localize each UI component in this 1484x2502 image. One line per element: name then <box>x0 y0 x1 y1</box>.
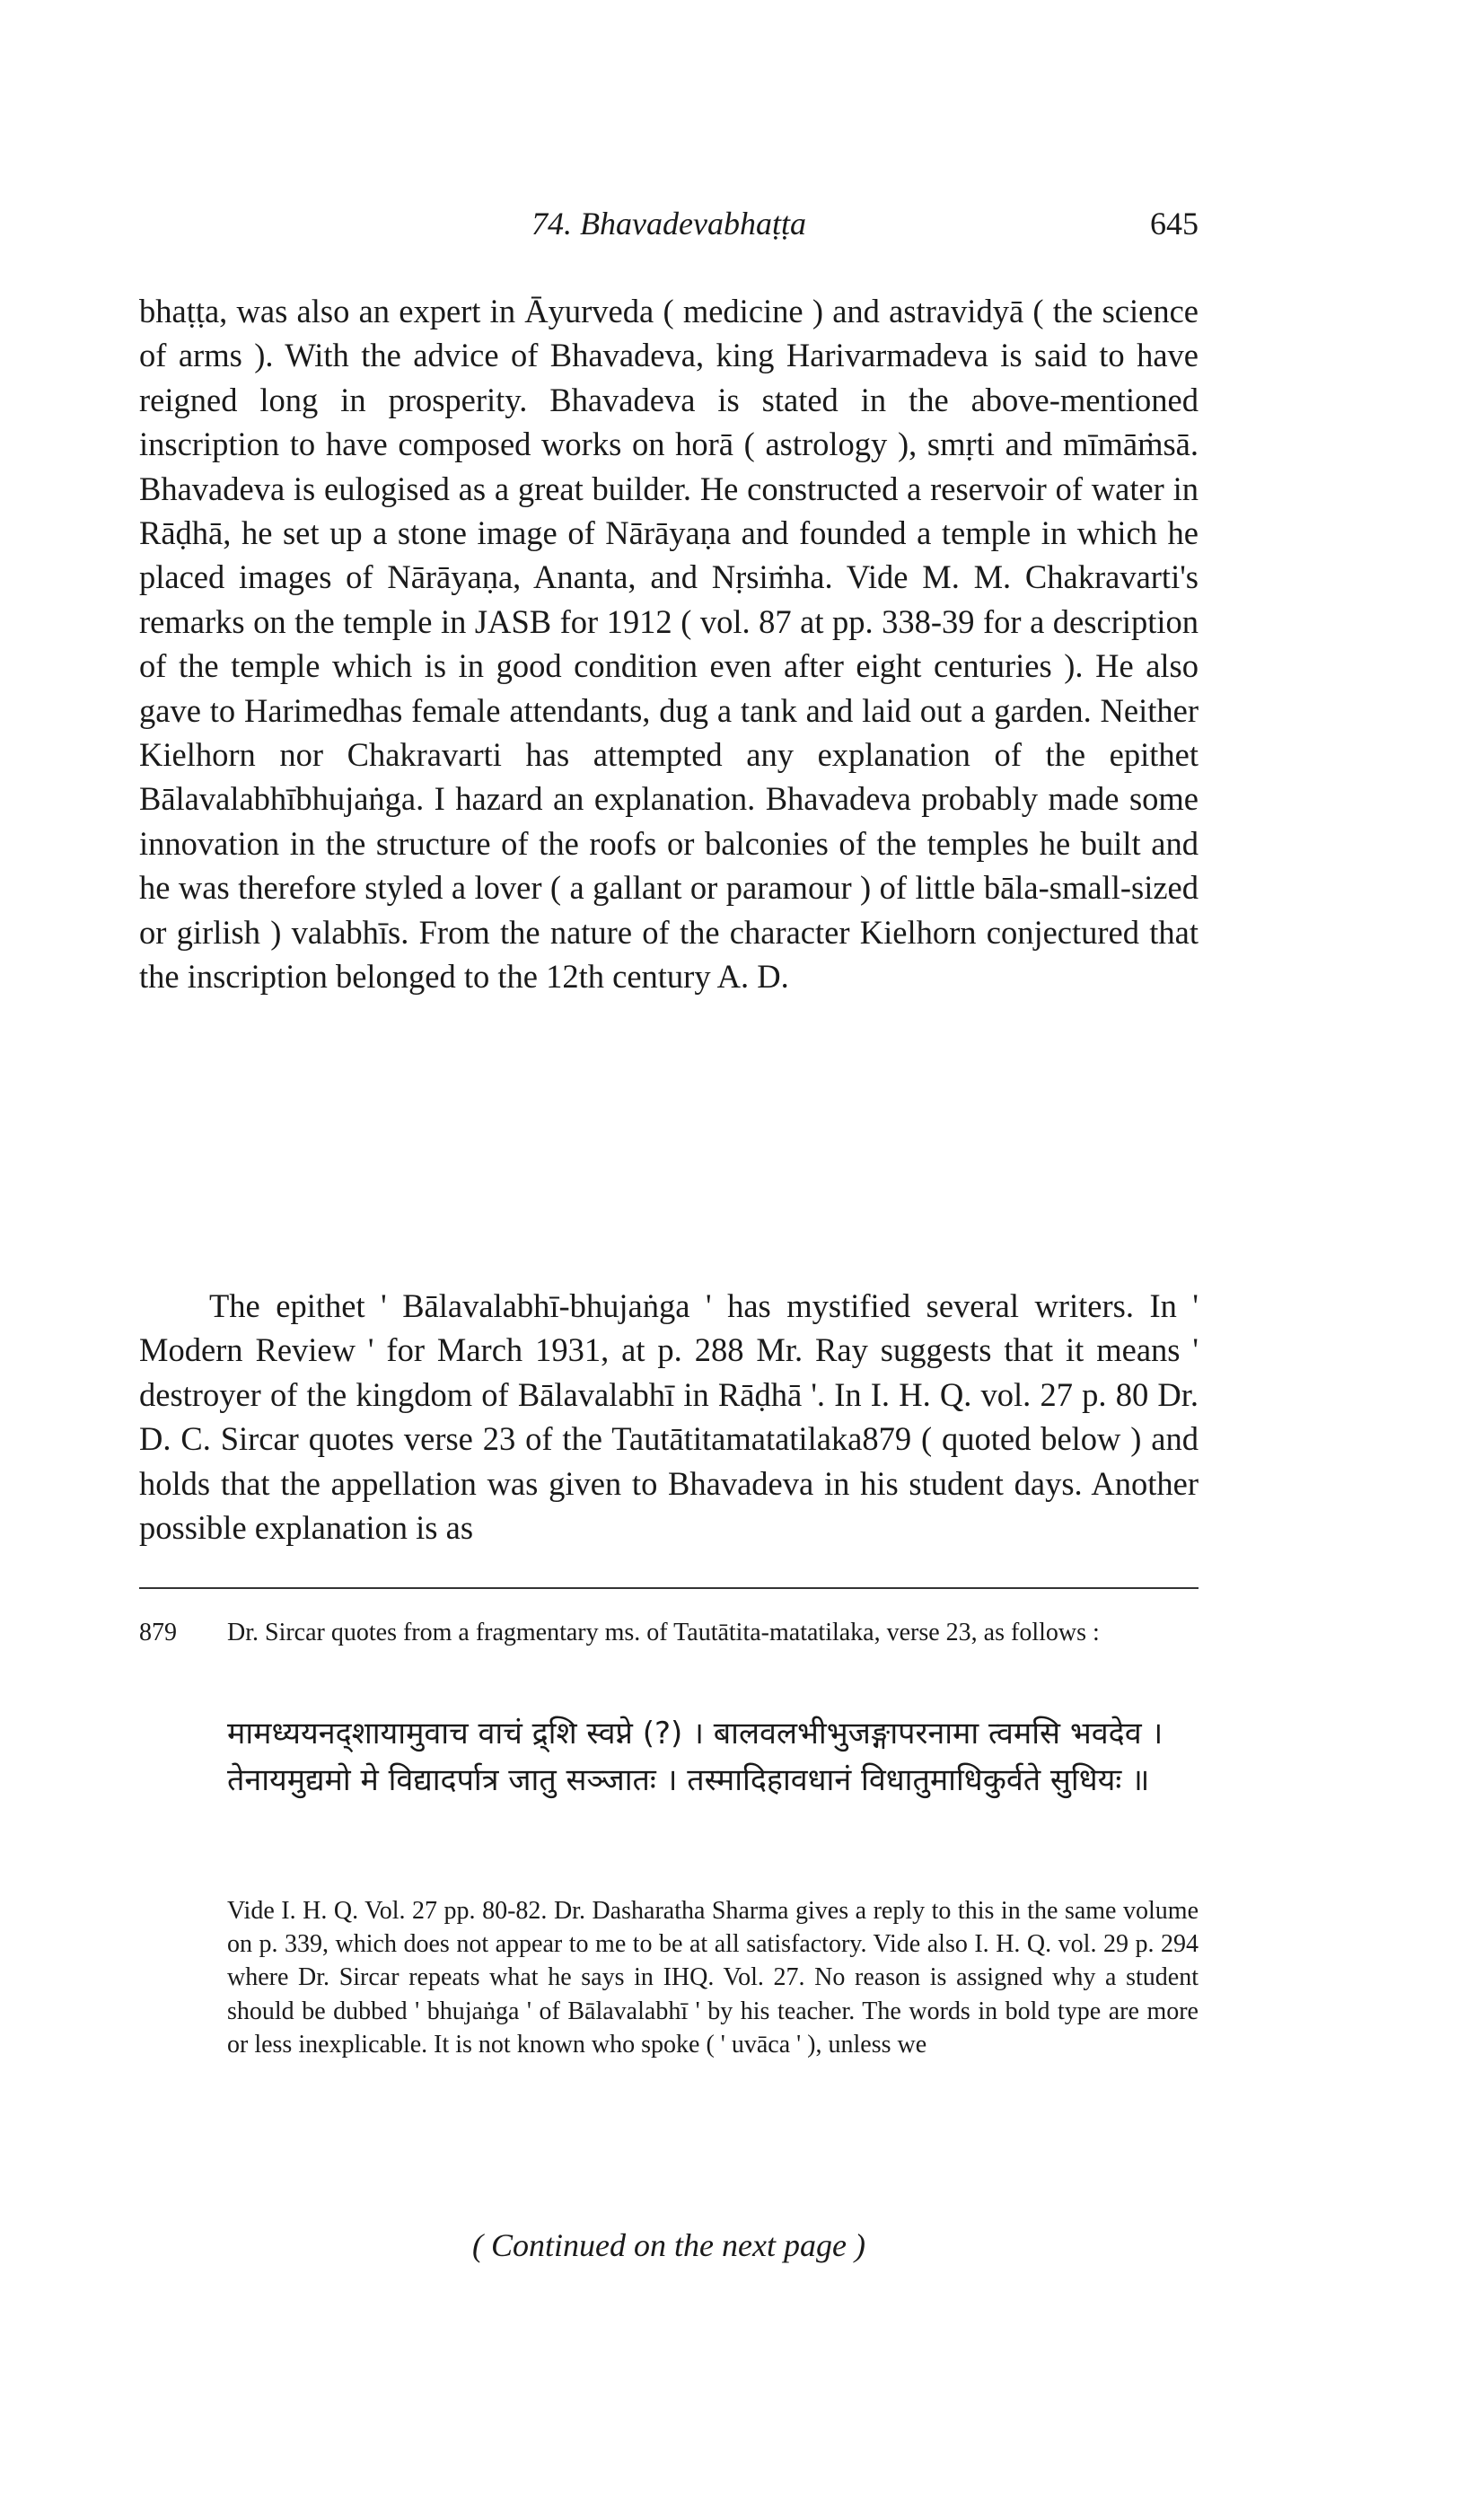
footnote-text: Vide I. H. Q. Vol. 27 pp. 80-82. Dr. Dasharatha Sharma gives a reply to this in the same volume on p. 339, which does not appear to me to be at all satisfactory. Vide also I. H. Q. vol. 29 p. 294 where Dr. Sircar repeats what he says in IHQ. Vol. 27. No reason is assigned why a student should be dubbed ' bhujaṅga ' of Bālavalabhī ' by his teacher. The words in bold type are more or less inexplicable. It is not known who spoke ( ' uvāca ' ), unless we <box>227 1897 1199 2059</box>
footnote-number: 879 <box>139 1619 177 1646</box>
continued-note: ( Continued on the next page ) <box>472 2227 865 2263</box>
sanskrit-verse: मामध्ययनद्शायामुवाच वाचं द्र्शि स्वप्ने (?) । बालवलभीभुजङ्गापरनामा त्वमसि भवदेव । तेनायमुद्यमो मे विद्यादर्पात्र जातु सञ्जातः । तस्मादिहावधानं विधातुमाधिकुर्वते सुधियः ॥ <box>227 1716 1163 1798</box>
body-paragraph-1: bhaṭṭa, was also an expert in Āyurveda ( medicine ) and astravidyā ( the science of arms ). With the advice of Bhavadeva, king Harivarmadeva is said to have reigned long in prosperity. Bhavadeva is stated in the above-mentioned inscription to have composed works on horā ( astrology ), smṛti and mīmāṁsā. Bhavadeva is eulogised as a great builder. He constructed a reservoir of water in Rāḍhā, he set up a stone image of Nārāyaṇa and founded a temple in which he placed images of Nārāyaṇa, Ananta, and Nṛsiṁha. Vide M. M. Chakravarti's remarks on the temple in JASB for 1912 ( vol. 87 at pp. 338-39 for a description of the temple which is in good condition even after eight centuries ). He also gave to Harimedhas female attendants, dug a tank and laid out a garden. Neither Kielhorn nor Chakravarti has attempted any explanation of the epithet Bālavalabhībhujaṅga. I hazard an explanation. Bhavadeva probably made some innovation in the structure of the roofs or balconies of the temples he built and he was therefore styled a lover ( a gallant or paramour ) of little bāla-small-sized or girlish ) valabhīs. From the nature of the character Kielhorn conjectured that the inscription belonged to the 12th century A. D. <box>139 293 1199 996</box>
page-number: 645 <box>1150 206 1199 241</box>
page-header <box>139 205 1199 250</box>
running-title: 74. Bhavadevabhaṭṭa <box>531 206 806 241</box>
body-paragraph-2: The epithet ' Bālavalabhī-bhujaṅga ' has mystified several writers. In ' Modern Review ' for March 1931, at p. 288 Mr. Ray suggests that it means ' destroyer of the kingdom of Bālavalabhī in Rāḍhā '. In I. H. Q. vol. 27 p. 80 Dr. D. C. Sircar quotes verse 23 of the Tautātitamatatilaka879 ( quoted below ) and holds that the appellation was given to Bhavadeva in his student days. Another possible explanation is as <box>139 1287 1199 1547</box>
footnote-divider <box>139 1587 1199 1589</box>
footnote-intro: Dr. Sircar quotes from a fragmentary ms. of Tautātita-matatilaka, verse 23, as follows : <box>227 1619 1100 1646</box>
